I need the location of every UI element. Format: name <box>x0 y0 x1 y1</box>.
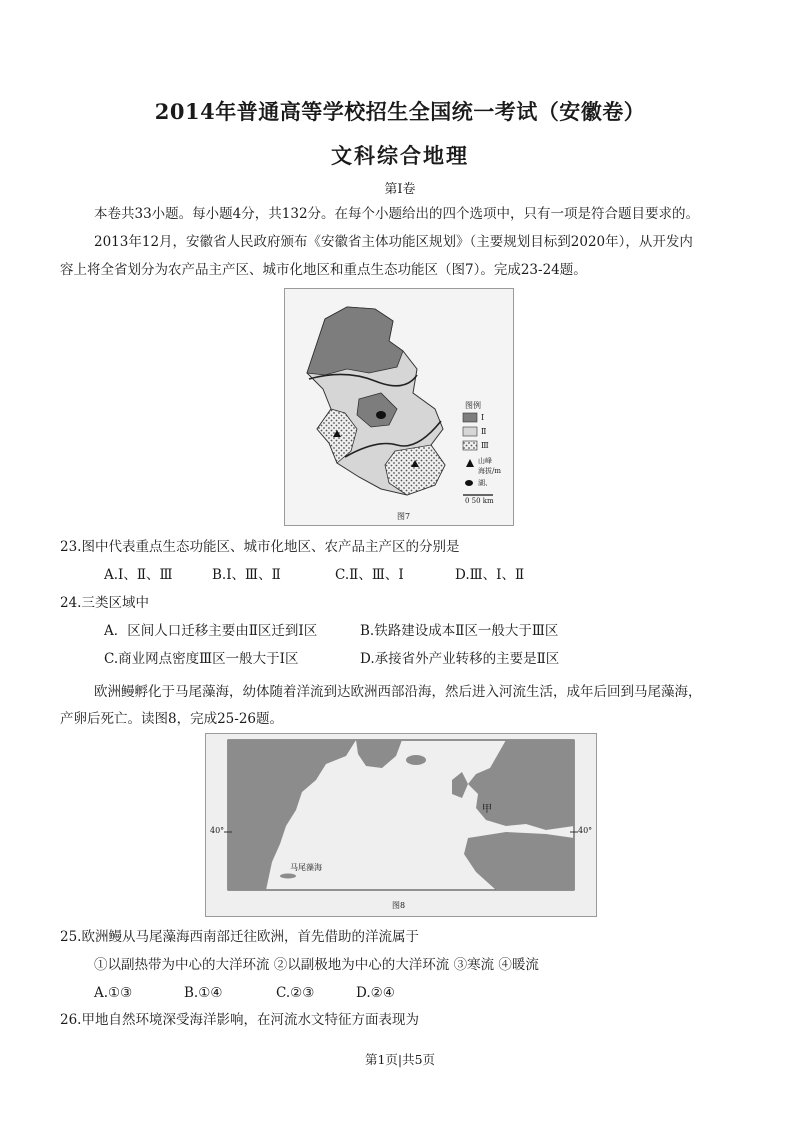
zone-1-area <box>307 307 403 375</box>
q23-option-c: C.Ⅱ、Ⅲ、Ⅰ <box>335 567 404 583</box>
q25-stem: 25.欧洲鳗从马尾藻海西南部迁往欧洲，首先借助的洋流属于 <box>60 929 419 945</box>
q25-choices: ①以副热带为中心的大洋环流 ②以副极地为中心的大洋环流 ③寒流 ④暖流 <box>94 957 539 973</box>
passage1-line2: 容上将全省划分为农产品主产区、城市化地区和重点生态功能区（图7）。完成23-24题。 <box>60 262 587 278</box>
chaohu-lake <box>376 411 386 419</box>
q24-option-a: A．区间人口迁移主要由Ⅱ区迁到Ⅰ区 <box>104 623 318 639</box>
atlantic-map-svg <box>206 734 596 916</box>
lat-label-right: 40° <box>578 826 593 835</box>
passage2-line2: 产卵后死亡。读图8，完成25-26题。 <box>60 711 284 727</box>
legend-label-3: Ⅲ <box>481 441 489 450</box>
legend-swatch-1 <box>463 413 477 422</box>
q24-stem: 24.三类区域中 <box>60 595 149 611</box>
legend-label-2: Ⅱ <box>481 427 487 436</box>
q24-option-d: D.承接省外产业转移的主要是Ⅱ区 <box>360 651 560 667</box>
q25-option-a: A.①③ <box>94 985 133 1001</box>
legend-lake-label: 湖、 <box>478 479 492 487</box>
lat-label-left: 40° <box>210 826 225 835</box>
page-footer: 第1页|共5页 <box>364 1052 436 1067</box>
passage1-line1: 2013年12月，安徽省人民政府颁布《安徽省主体功能区规划》（主要规划目标到2020年），从开发内 <box>94 234 693 250</box>
figure-8-atlantic-map <box>205 733 597 917</box>
exam-rule: 本卷共33小题。每小题4分，共132分。在每个小题给出的四个选项中，只有一项是符合题目要求的。 <box>94 206 700 222</box>
caribbean-islands <box>280 874 296 879</box>
legend-label-1: Ⅰ <box>481 413 485 422</box>
legend-lake-icon <box>465 480 473 486</box>
section-label: 第Ⅰ卷 <box>384 182 416 197</box>
label-jia: 甲 <box>482 804 492 815</box>
q26-stem: 26.甲地自然环境深受海洋影响，在河流水文特征方面表现为 <box>60 1012 419 1028</box>
q25-option-b: B.①④ <box>184 985 223 1001</box>
legend-swatch-2 <box>463 427 477 436</box>
legend-title: 图例 <box>465 401 481 410</box>
legend-peak-icon <box>466 459 474 467</box>
q25-option-c: C.②③ <box>276 985 315 1001</box>
q23-option-a: A.Ⅰ、Ⅱ、Ⅲ <box>104 567 173 583</box>
label-sargasso: 马尾藻海 <box>290 863 322 872</box>
q24-option-c: C.商业网点密度Ⅲ区一般大于Ⅰ区 <box>104 651 299 667</box>
passage2-line1: 欧洲鳗孵化于马尾藻海，幼体随着洋流到达欧洲西部沿海，然后进入河流生活，成年后回到马尾藻海， <box>94 684 702 700</box>
q24-option-b: B.铁路建设成本Ⅱ区一般大于Ⅲ区 <box>360 623 559 639</box>
q23-option-b: B.Ⅰ、Ⅲ、Ⅱ <box>212 567 281 583</box>
iceland <box>406 755 426 765</box>
paper-title: 2014年普通高等学校招生全国统一考试（安徽卷） <box>154 99 646 124</box>
legend-swatch-3 <box>463 441 477 450</box>
q25-option-d: D.②④ <box>356 985 395 1001</box>
legend-scale-label: 0 50 km <box>465 497 494 505</box>
legend-elev-label: 海拔/m <box>478 467 501 475</box>
figure-8-caption: 图8 <box>392 901 406 910</box>
figure-7-anhui-map <box>284 288 514 526</box>
legend-peak-label: 山峰 <box>478 457 492 465</box>
q23-stem: 23.图中代表重点生态功能区、城市化地区、农产品主产区的分别是 <box>60 539 460 555</box>
paper-subtitle: 文科综合地理 <box>331 143 469 168</box>
q23-option-d: D.Ⅲ、Ⅰ、Ⅱ <box>455 567 525 583</box>
figure-7-caption: 图7 <box>397 512 411 521</box>
